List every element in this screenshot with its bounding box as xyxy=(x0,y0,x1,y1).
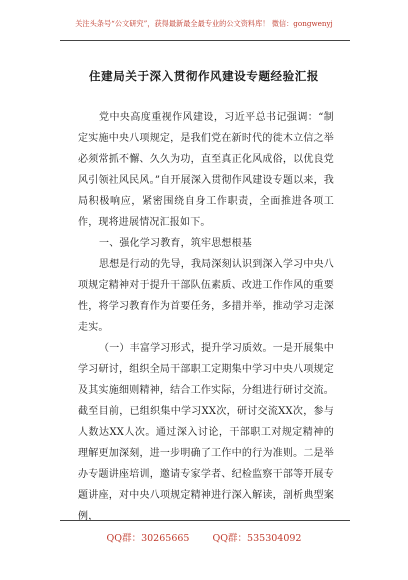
body-paragraph: （一）丰富学习形式，提升学习质效。一是开展集中学习研讨，组织全局干部职工定期集中学习中央八项规定及其实施细则精神，结合工作实际，分组进行研讨交流。截至目前，已组织集中学习XX次，研讨交流XX次，参与人数达XX人次。通过深入讨论，干部职工对规定精神的理解更加深刻，进一步明确了工作中的行为准则。二是举办专题讲座培训，邀请专家学者、纪检监察干部等开展专题讲座，对中央八项规定精神进行深入解读，剖析典型案例， xyxy=(78,343,334,522)
footer xyxy=(0,530,408,544)
footer-divider xyxy=(60,520,350,521)
page-title: 住建局关于深入贯彻作风建设专题经验汇报 xyxy=(89,69,319,83)
body-paragraph: 思想是行动的先导，我局深刻认识到深入学习中央八项规定精神对于提升干部队伍素质、改进工作作风的重要性，将学习教育作为首要任务，多措并举，推动学习走深走实。 xyxy=(78,259,334,333)
document-body xyxy=(78,107,334,527)
section-heading: 一、强化学习教育，筑牢思想根基 xyxy=(99,238,252,249)
header-divider xyxy=(60,40,350,41)
body-paragraph: 党中央高度重视作风建设，习近平总书记强调：“制定实施中央八项规定，是我们党在新时代的徙木立信之举必须常抓不懈、久久为功，直至真正化风成俗，以优良党风引领社风民风。”自开展深入贯彻作风建设专题以来，我局积极响应，紧密围绕自身工作职责，全面推进各项工作，现将进展情况汇报如下。 xyxy=(78,112,334,228)
header-note: 关注头条号“公文研究”，获得最新最全最专业的公文资料库！ 微信：gongwenyj xyxy=(75,19,333,28)
footer-qq-group-1: QQ群：30265665 xyxy=(106,533,190,544)
footer-qq-group-2: QQ群：535304092 xyxy=(212,533,302,544)
